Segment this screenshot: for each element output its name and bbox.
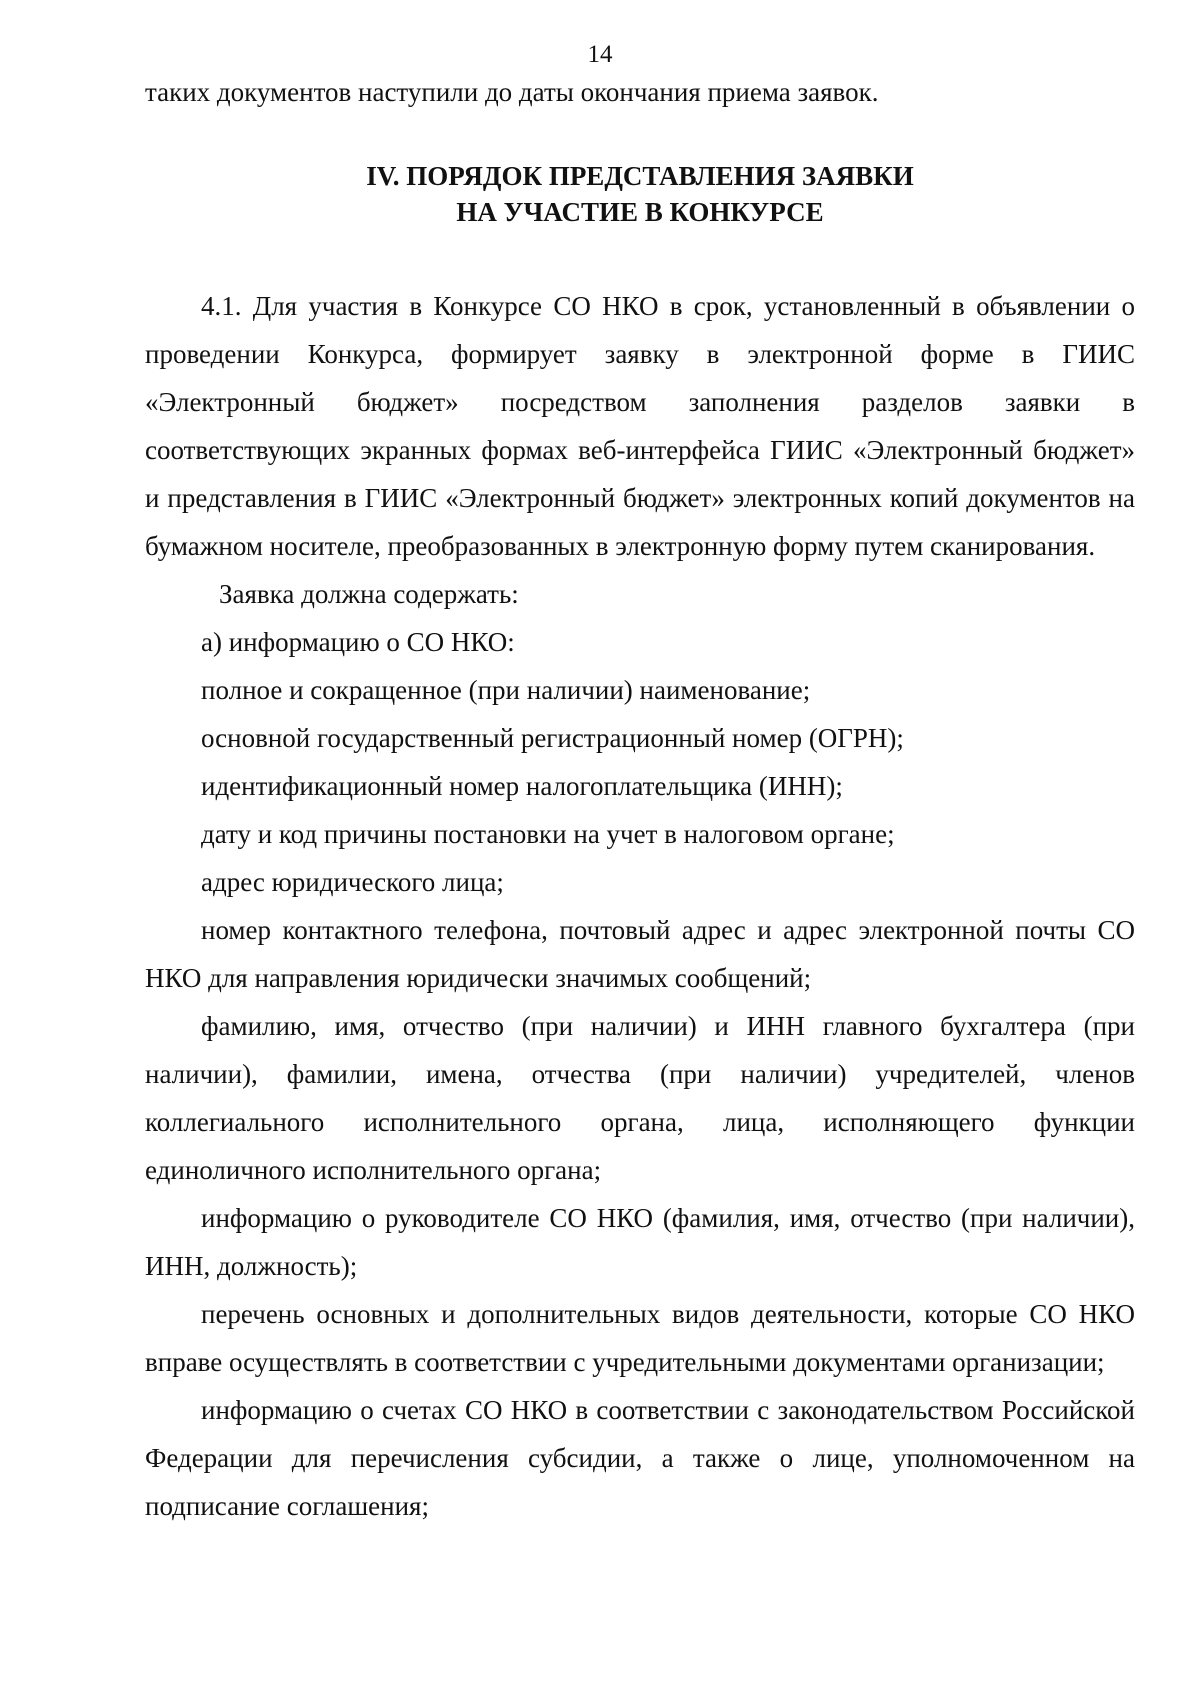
section-heading-line-2: НА УЧАСТИЕ В КОНКУРСЕ	[456, 197, 824, 227]
list-item-name: полное и сокращенное (при наличии) наименование;	[201, 675, 811, 705]
list-item-contacts: номер контактного телефона, почтовый адрес и адрес электронной почты СО НКО для направления юридически значимых сообщений;	[145, 915, 1135, 993]
document-body	[145, 74, 1135, 1530]
list-item-activities: перечень основных и дополнительных видов деятельности, которые СО НКО вправе осуществлять в соответствии с учредительными документами организации;	[145, 1299, 1135, 1377]
paragraph-application-contents: Заявка должна содержать:	[219, 579, 519, 609]
list-item-director: информацию о руководителе СО НКО (фамилия, имя, отчество (при наличии), ИНН, должность);	[145, 1203, 1135, 1281]
page-number: 14	[587, 41, 613, 68]
section-heading-line-1: IV. ПОРЯДОК ПРЕДСТАВЛЕНИЯ ЗАЯВКИ	[366, 161, 914, 191]
paragraph-4-1: 4.1. Для участия в Конкурсе СО НКО в срок, установленный в объявлении о проведении Конкурса, формирует заявку в электронной форме в ГИИС «Электронный бюджет» посредством заполнения разделов заявки в соответствующих экранных формах веб-интерфейса ГИИС «Электронный бюджет» и представления в ГИИС «Электронный бюджет» электронных копий документов на бумажном носителе, преобразованных в электронную форму путем сканирования.	[145, 291, 1135, 561]
list-item-tax-registration: дату и код причины постановки на учет в налоговом органе;	[201, 819, 895, 849]
list-item-a: а) информацию о СО НКО:	[201, 627, 515, 657]
list-item-inn: идентификационный номер налогоплательщика (ИНН);	[201, 771, 843, 801]
list-item-accounts: информацию о счетах СО НКО в соответствии с законодательством Российской Федерации для перечисления субсидии, а также о лице, уполномоченном на подписание соглашения;	[145, 1395, 1135, 1521]
list-item-ogrn: основной государственный регистрационный номер (ОГРН);	[201, 723, 904, 753]
section-heading	[145, 158, 1135, 230]
list-item-accountant-founders: фамилию, имя, отчество (при наличии) и ИНН главного бухгалтера (при наличии), фамилии, имена, отчества (при наличии) учредителей, членов коллегиального исполнительного органа, лица, исполняющего функции единоличного исполнительного органа;	[145, 1011, 1135, 1185]
continuation-line: таких документов наступили до даты окончания приема заявок.	[145, 77, 879, 107]
list-item-legal-address: адрес юридического лица;	[201, 867, 504, 897]
